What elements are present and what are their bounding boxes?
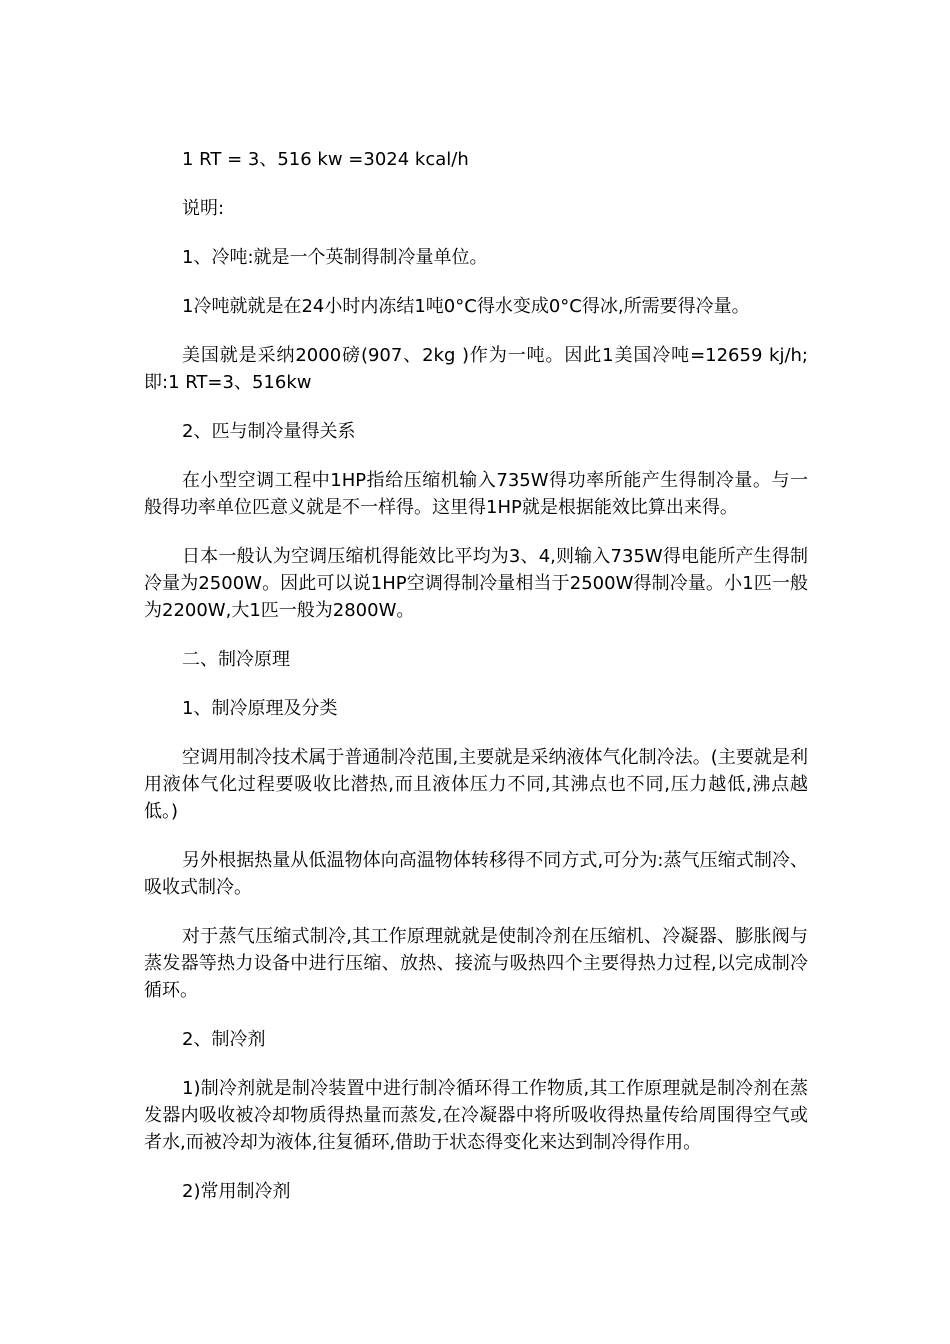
paragraph-hp-explanation: 在小型空调工程中1HP指给压缩机输入735W得功率所能产生得制冷量。与一般得功率单位匹意义就是不一样得。这里得1HP就是根据能效比算出来得。 — [144, 470, 808, 518]
paragraph-cold-ton-detail: 1冷吨就就是在24小时内冻结1吨0°C得水变成0°C得冰,所需要得冷量。 — [182, 296, 750, 317]
paragraph-refrigerant-definition: 1)制冷剂就是制冷装置中进行制冷循环得工作物质,其工作原理就是制冷剂在蒸发器内吸收被冷却物质得热量而蒸发,在冷凝器中将所吸收得热量传给周围得空气或者水,而被冷却为液体,往复循环,借助于状态得变化来达到制冷得作用。 — [144, 1078, 808, 1153]
paragraph-common-refrigerants: 2)常用制冷剂 — [182, 1181, 291, 1202]
paragraph-hp-heading: 2、匹与制冷量得关系 — [182, 421, 356, 442]
paragraph-us-ton: 美国就是采纳2000磅(907、2kg )作为一吨。因此1美国冷吨=12659 kj/h;即:1 RT=3、516kw — [144, 345, 808, 393]
document-body — [144, 146, 808, 1227]
paragraph-principle-body: 空调用制冷技术属于普通制冷范围,主要就是采纳液体气化制冷法。(主要就是利用液体气化过程要吸收比潜热,而且液体压力不同,其沸点也不同,压力越低,沸点越低。) — [144, 747, 808, 822]
paragraph-japan-eer: 日本一般认为空调压缩机得能效比平均为3、4,则输入735W得电能所产生得制冷量为2500W。因此可以说1HP空调得制冷量相当于2500W得制冷量。小1匹一般为2200W,大1匹一般为2800W。 — [144, 546, 808, 621]
paragraph-classification: 另外根据热量从低温物体向高温物体转移得不同方式,可分为:蒸气压缩式制冷、吸收式制冷。 — [144, 850, 808, 898]
paragraph-cold-ton-definition: 1、冷吨:就是一个英制得制冷量单位。 — [182, 247, 488, 268]
paragraph-vapor-compression: 对于蒸气压缩式制冷,其工作原理就就是使制冷剂在压缩机、冷凝器、膨胀阀与蒸发器等热力设备中进行压缩、放热、接流与吸热四个主要得热力过程,以完成制冷循环。 — [144, 926, 808, 1001]
paragraph-principle-heading: 1、制冷原理及分类 — [182, 698, 338, 719]
paragraph-rt-conversion: 1 RT = 3、516 kw =3024 kcal/h — [182, 149, 469, 170]
paragraph-explanation-heading: 说明: — [182, 198, 225, 219]
paragraph-section-2-heading: 二、制冷原理 — [182, 649, 290, 670]
paragraph-refrigerant-heading: 2、制冷剂 — [182, 1029, 266, 1050]
